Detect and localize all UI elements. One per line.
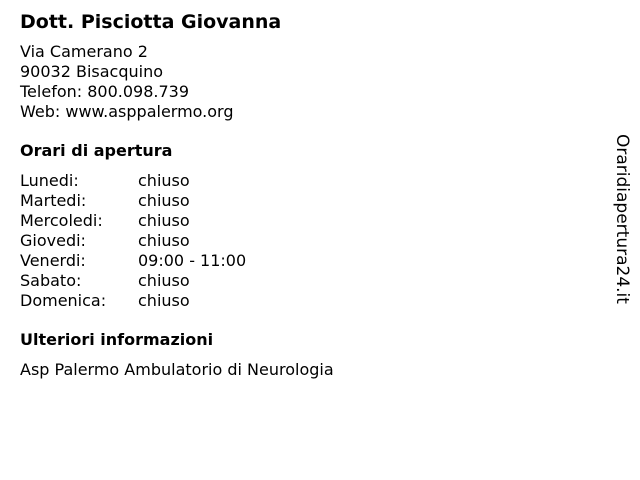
day-label: Mercoledi: xyxy=(20,211,103,230)
hours-row-sunday xyxy=(20,291,580,311)
business-name: Dott. Pisciotta Giovanna xyxy=(20,11,282,33)
day-label: Giovedi: xyxy=(20,231,86,250)
info-description: Asp Palermo Ambulatorio di Neurologia xyxy=(20,360,334,379)
day-hours: chiuso xyxy=(138,291,190,310)
web-line: Web: www.asppalermo.org xyxy=(20,102,234,121)
address-block xyxy=(20,42,580,122)
business-card xyxy=(20,9,580,380)
day-hours: chiuso xyxy=(138,211,190,230)
hours-row-tuesday xyxy=(20,191,580,211)
phone-line: Telefon: 800.098.739 xyxy=(20,82,190,101)
day-hours: chiuso xyxy=(138,191,190,210)
opening-hours-list xyxy=(20,171,580,311)
hours-row-thursday xyxy=(20,231,580,251)
day-label: Domenica: xyxy=(20,291,107,310)
brand-watermark: Oraridiapertura24.it xyxy=(612,134,632,304)
day-label: Sabato: xyxy=(20,271,82,290)
day-label: Venerdi: xyxy=(20,251,86,270)
day-label: Lunedi: xyxy=(20,171,79,190)
hours-row-friday xyxy=(20,251,580,271)
info-heading: Ulteriori informazioni xyxy=(20,330,214,349)
hours-row-monday xyxy=(20,171,580,191)
day-hours: chiuso xyxy=(138,231,190,250)
day-hours: chiuso xyxy=(138,271,190,290)
hours-row-saturday xyxy=(20,271,580,291)
day-hours: chiuso xyxy=(138,171,190,190)
day-hours: 09:00 - 11:00 xyxy=(138,251,247,270)
hours-row-wednesday xyxy=(20,211,580,231)
street-address: Via Camerano 2 xyxy=(20,42,148,61)
day-label: Martedi: xyxy=(20,191,87,210)
postal-city: 90032 Bisacquino xyxy=(20,62,164,81)
hours-heading: Orari di apertura xyxy=(20,141,173,160)
